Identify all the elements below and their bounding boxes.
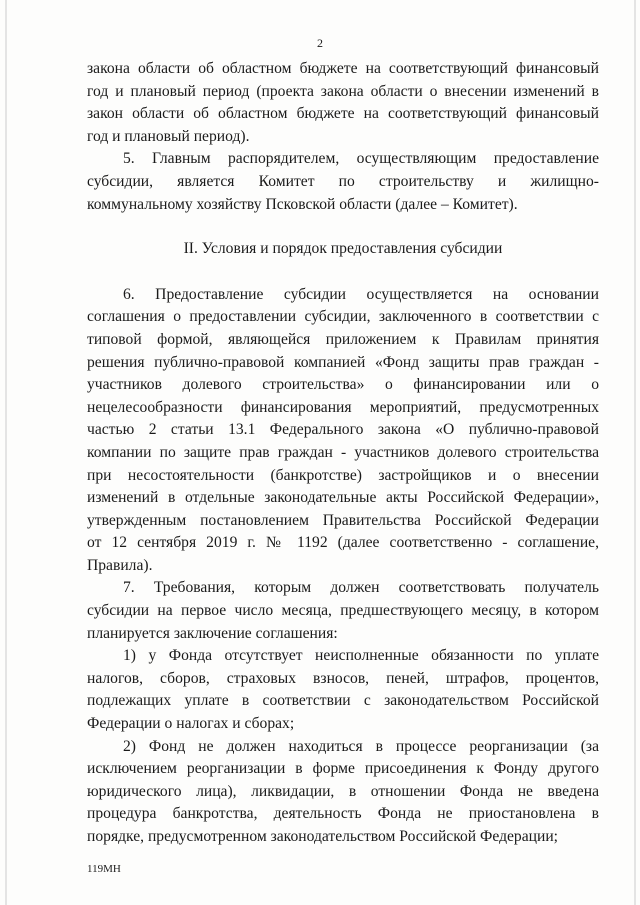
paragraph-line: коммунальному хозяйству Псковской области (далее – Комитет). [87, 195, 518, 213]
paragraph-line: от 12 сентября 2019 г. № 1192 (далее соответственно - соглашение, [87, 534, 599, 552]
paragraph-line: компании по защите прав граждан - участников долевого строительства [87, 443, 599, 461]
paragraph-line: порядке, предусмотренном законодательством Российской Федерации; [87, 828, 559, 845]
section-heading: II. Условия и порядок предоставления субсидии [183, 240, 503, 258]
paragraph-line: 5. Главным распорядителем, осуществляющим предоставление [123, 150, 599, 168]
paragraph-line: 2) Фонд не должен находиться в процессе реорганизации (за [123, 737, 599, 755]
paragraph-line: 6. Предоставление субсидии осуществляется на основании [123, 285, 599, 303]
paragraph-line: нецелесообразности финансирования мероприятий, предусмотренных [87, 398, 599, 416]
paragraph-line: субсидии, является Комитет по строительству и жилищно- [87, 172, 599, 190]
paragraph-line: исключением реорганизации в форме присоединения к Фонду другого [87, 760, 599, 778]
paragraph-line: 1) у Фонда отсутствует неисполненные обязанности по уплате [123, 647, 599, 665]
page-number: 2 [317, 36, 323, 50]
paragraph-line: частью 2 статьи 13.1 Федерального закона «О публично-правовой [87, 421, 599, 439]
document-body [87, 58, 599, 849]
top-paragraphs [87, 58, 599, 216]
paragraph-line: Федерации о налогах и сборах; [87, 715, 295, 733]
left-scan-edge [5, 0, 7, 905]
paragraph-line: подлежащих уплате в соответствии с законодательством Российской [87, 692, 599, 710]
paragraph-line: 7. Требования, которым должен соответствовать получатель [123, 579, 599, 597]
paragraph-line: соглашения о предоставлении субсидии, заключенного в соответствии с [87, 308, 599, 326]
paragraph-line: процедура банкротства, деятельность Фонда не приостановлена в [87, 805, 599, 823]
paragraph-line: год и плановый период). [87, 127, 250, 145]
paragraph-line: закон области об областном бюджете на соответствующий финансовый [87, 105, 599, 123]
paragraph-line: изменений в отдельные законодательные акты Российской Федерации», [87, 489, 599, 507]
right-scan-edge [634, 0, 636, 905]
footer-code: 119МН [87, 863, 121, 875]
paragraph-line: год и плановый период (проекта закона области о внесении изменений в [87, 82, 599, 100]
paragraph-line: субсидии на первое число месяца, предшествующего месяцу, в котором [87, 602, 599, 620]
paragraph-line: утвержденным постановлением Правительства Российской Федерации [87, 511, 599, 529]
paragraph-line: налогов, сборов, страховых взносов, пеней, штрафов, процентов, [87, 669, 599, 687]
paragraph-line: участников долевого строительства» о финансировании или о [87, 376, 599, 394]
paragraph-line: при несостоятельности (банкротстве) застройщиков и о внесении [87, 466, 599, 484]
paragraph-line: решения публично-правовой компанией «Фонд защиты прав граждан - [87, 353, 599, 371]
paragraph-line: юридического лица), ликвидации, в отношении Фонда не введена [87, 782, 599, 800]
paragraph-line: типовой формой, являющейся приложением к Правилам принятия [87, 330, 599, 348]
paragraph-line: закона области об областном бюджете на соответствующий финансовый [87, 60, 599, 77]
bottom-paragraphs [87, 284, 599, 849]
paragraph-line: планируется заключение соглашения: [87, 624, 338, 642]
paragraph-line: Правила). [87, 556, 153, 574]
